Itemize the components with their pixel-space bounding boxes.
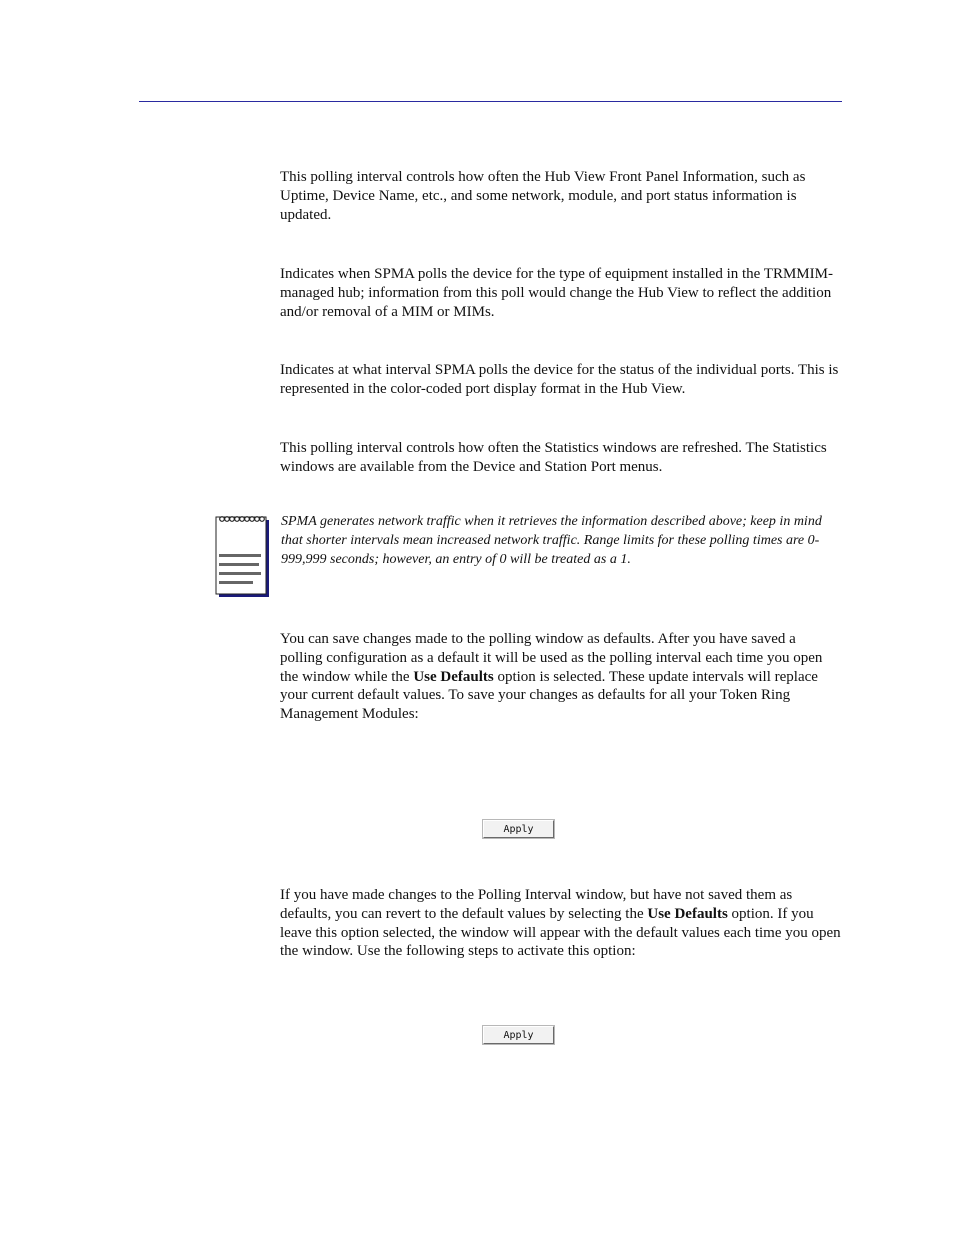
notepad-icon — [214, 514, 272, 600]
revert-defaults-paragraph: If you have made changes to the Polling Interval window, but have not saved them as defaults, you can revert to the default values by selecting the Use Defaults option. If you leave this option selected, the window will appear with the default values each time you open the window. Use the following steps to activate this option: — [280, 887, 841, 960]
use-defaults-option-name: Use Defaults — [413, 668, 494, 685]
hub-view-polling-description: This polling interval controls how often the Hub View Front Panel Information, such as Uptime, Device Name, etc., and some network, module, and port status information is updated. — [280, 169, 806, 223]
save-defaults-paragraph: You can save changes made to the polling window as defaults. After you have saved a polling configuration as a default it will be used as the polling interval each time you open the window while the Use Defaults option is selected. These update intervals will replace your current default values. To save your changes as defaults for all your Token Ring Management Modules: — [280, 631, 823, 723]
module-polling-description: Indicates when SPMA polls the device for the type of equipment installed in the TRMMIM-managed hub; information from this poll would change the Hub View to reflect the addition and/or removal of a MIM or MIMs. — [280, 266, 833, 320]
statistics-polling-description: This polling interval controls how often the Statistics windows are refreshed. The Statistics windows are available from the Device and Station Port menus. — [280, 440, 827, 475]
header-rule — [139, 101, 842, 102]
port-polling-description: Indicates at what interval SPMA polls the device for the status of the individual ports. This is represented in the color-coded port display format in the Hub View. — [280, 362, 839, 397]
use-defaults-option-name: Use Defaults — [647, 905, 728, 922]
note-text: SPMA generates network traffic when it retrieves the information described above; keep in mind that shorter intervals mean increased network traffic. Range limits for these polling times are 0-999,999 seconds; however, an entry of 0 will be treated as a 1. — [281, 514, 822, 567]
apply-button[interactable]: Apply — [483, 1026, 554, 1044]
apply-button[interactable]: Apply — [483, 820, 554, 838]
